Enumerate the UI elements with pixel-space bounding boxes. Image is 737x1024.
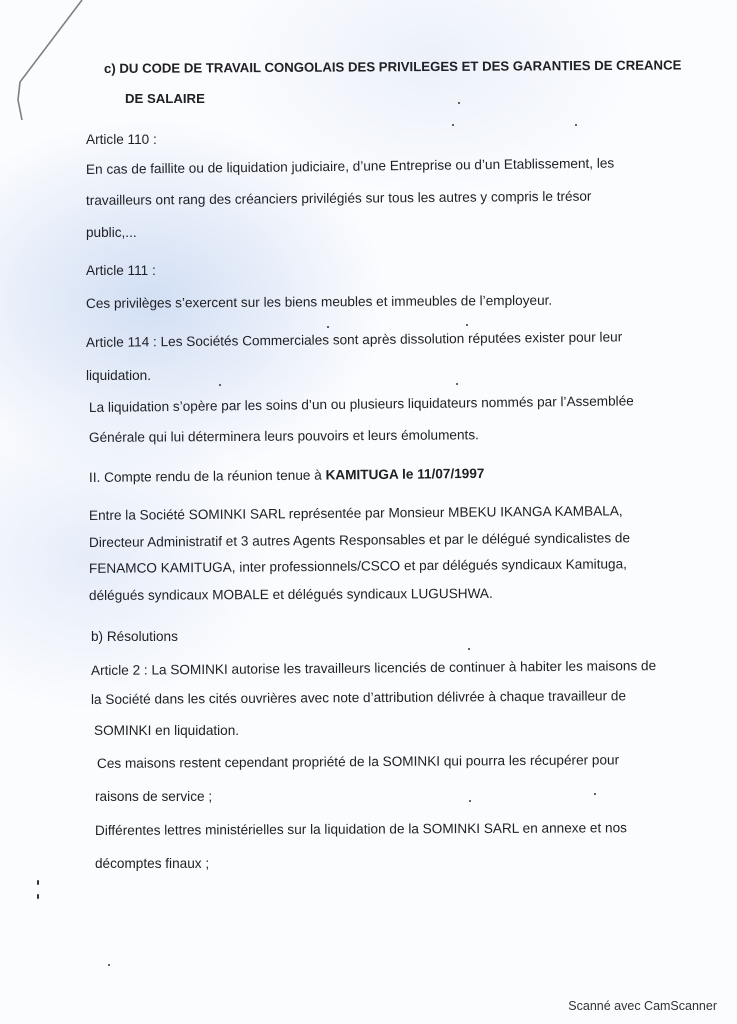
scan-speck <box>594 793 596 795</box>
fold-mark <box>10 0 90 120</box>
scan-speck <box>108 964 110 966</box>
article-110-title: Article 110 : <box>86 132 157 147</box>
liquidation-line1: La liquidation s’opère par les soins d’un ou plusieurs liquidateurs nommés par l’Assemblée <box>88 393 634 415</box>
scan-speck <box>456 383 458 385</box>
liquidation-line2: Générale qui lui déterminera leurs pouvoirs et leurs émoluments. <box>88 427 479 445</box>
parties-line2: Directeur Administratif et 3 autres Agents Responsables et par le délégué syndicalistes de <box>88 530 631 550</box>
article-2-line3: SOMINKI en liquidation. <box>94 723 240 738</box>
maisons-line2: raisons de service ; <box>95 789 213 804</box>
scan-speck <box>469 800 471 802</box>
section-2-place-date: KAMITUGA le 11/07/1997 <box>325 465 485 483</box>
article-2-line1: Article 2 : La SOMINKI autorise les travailleurs licenciés de continuer à habiter les maisons de <box>90 658 657 678</box>
parties-line4: délégués syndicaux MOBALE et délégués syndicaux LUGUSHWA. <box>88 585 493 603</box>
article-110-line2: travailleurs ont rang des créanciers privilégiés sur tous les autres y compris le trésor <box>85 188 592 208</box>
scan-speck <box>452 124 454 126</box>
article-111-line1: Ces privilèges s’exercent sur les biens meubles et immeubles de l’employeur. <box>85 292 553 311</box>
scan-speck <box>468 648 470 650</box>
lettres-line1: Différentes lettres ministérielles sur la liquidation de la SOMINKI SARL en annexe et nos <box>94 820 627 838</box>
article-111-title: Article 111 : <box>86 263 156 278</box>
article-110-line3: public,... <box>86 225 137 240</box>
parties-line3: FENAMCO KAMITUGA, inter professionnels/CSCO et par délégués syndicaux Kamituga, <box>88 556 627 576</box>
resolutions-title: b) Résolutions <box>91 629 178 644</box>
scan-speck <box>37 880 39 885</box>
article-114-line2: liquidation. <box>86 368 151 383</box>
scan-speck <box>37 894 39 899</box>
scanner-watermark: Scanné avec CamScanner <box>568 999 717 1013</box>
article-114-line1: Article 114 : Les Sociétés Commerciales sont après dissolution réputées exister pour leur <box>85 329 623 350</box>
scan-speck <box>575 124 577 126</box>
section-2-prefix: II. Compte rendu de la réunion tenue à <box>88 467 326 485</box>
maisons-line1: Ces maisons restent cependant propriété de la SOMINKI qui pourra les récupérer pour <box>96 752 620 771</box>
scan-speck <box>327 326 329 328</box>
scan-speck <box>466 324 468 326</box>
section-heading-line1: c) DU CODE DE TRAVAIL CONGOLAIS DES PRIVILEGES ET DES GARANTIES DE CREANCE <box>103 57 682 76</box>
section-heading-line2: DE SALAIRE <box>125 91 205 106</box>
article-2-line2: la Société dans les cités ouvrières avec note d’attribution délivrée à chaque travailleur de <box>90 688 627 707</box>
parties-line1: Entre la Société SOMINKI SARL représentée par Monsieur MBEKU IKANGA KAMBALA, <box>88 503 623 523</box>
lettres-line2: décomptes finaux ; <box>95 856 210 871</box>
scan-speck <box>458 102 460 104</box>
scan-speck <box>219 384 221 386</box>
article-110-line1: En cas de faillite ou de liquidation judiciaire, d’une Entreprise ou d’un Etablissement, les <box>85 155 615 177</box>
